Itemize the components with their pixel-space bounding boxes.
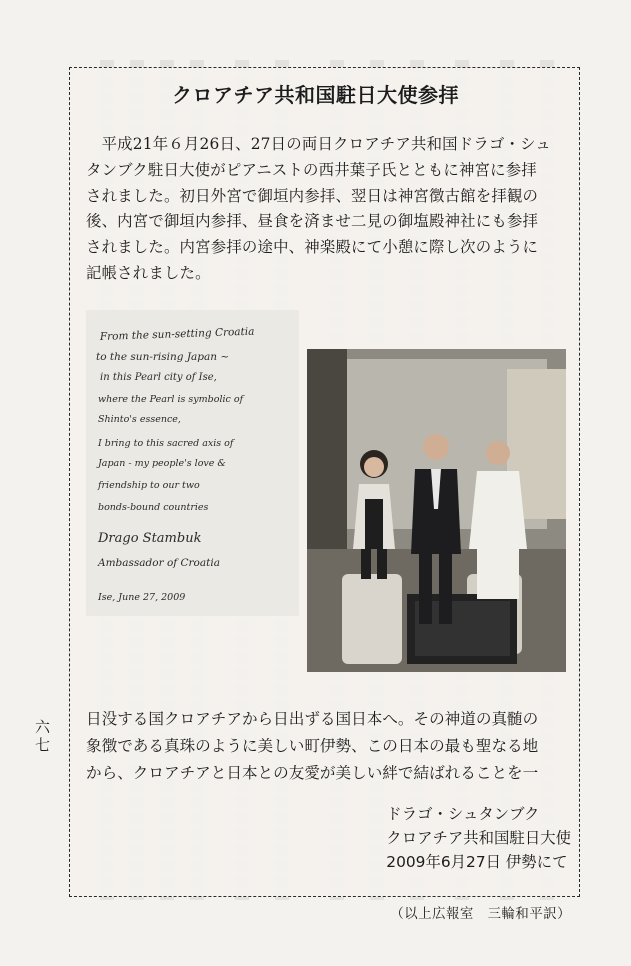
svg-text:Japan - my people's love &: Japan - my people's love & [98, 458, 226, 469]
body-line: されました。内宮参拝の途中、神楽殿にて小憩に際し次のように [86, 238, 539, 257]
body-line: 平成21年６月26日、27日の両日クロアチア共和国ドラゴ・シュ [86, 135, 552, 153]
handwriting-image [86, 310, 299, 616]
photo-illustration [307, 349, 566, 672]
translation-line: から、クロアチアと日本との友愛が美しい絆で結ばれることを一 [86, 764, 539, 782]
signature-block [386, 802, 571, 874]
handwritten-guestbook-note [86, 310, 299, 616]
svg-text:to the sun-rising Japan ~: to the sun-rising Japan ~ [96, 351, 230, 363]
svg-text:friendship to our two: friendship to our two [98, 480, 200, 491]
page-number-char: 六 [35, 718, 51, 736]
body-line: 後、内宮で御垣内参拝、昼食を済ませ二見の御塩殿神社にも参拝 [86, 212, 539, 231]
svg-text:Ambassador of Croatia: Ambassador of Croatia [98, 557, 220, 569]
translation-line: 日没する国クロアチアから日出ずる国日本へ。その神道の真髄の [86, 710, 539, 728]
svg-text:From the sun-setting Croatia: From the sun-setting Croatia [99, 325, 255, 343]
svg-text:Ise, June 27, 2009: Ise, June 27, 2009 [98, 592, 186, 603]
page-number [35, 718, 49, 754]
svg-text:Drago Stambuk: Drago Stambuk [98, 531, 202, 546]
note-translation [86, 706, 571, 787]
translation-line: 象徴である真珠のように美しい町伊勢、この日本の最も聖なる地 [86, 737, 539, 755]
signature-date-place: 2009年6月27日 伊勢にて [386, 853, 568, 871]
svg-text:bonds-bound countries: bonds-bound countries [98, 502, 209, 513]
svg-text:Shinto's essence,: Shinto's essence, [98, 414, 181, 425]
visit-photo [307, 349, 566, 672]
svg-text:I bring to this sacred axis of: I bring to this sacred axis of [98, 438, 234, 449]
body-line: 記帳されました。 [86, 263, 211, 282]
translation-credit: （以上広報室 三輪和平訳） [390, 907, 571, 922]
article-body [86, 132, 571, 287]
article-title: クロアチア共和国駐日大使参拝 [172, 83, 459, 107]
body-line: タンブク駐日大使がピアニストの西井葉子氏とともに神宮に参拝 [86, 160, 537, 179]
svg-text:where the Pearl is symbolic of: where the Pearl is symbolic of [98, 394, 244, 405]
signature-name: ドラゴ・シュタンブク [386, 805, 540, 823]
page-number-char: 七 [35, 736, 51, 754]
signature-position: クロアチア共和国駐日大使 [386, 829, 571, 847]
body-line: されました。初日外宮で御垣内参拝、翌日は神宮徴古館を拝観の [86, 186, 539, 205]
svg-text:in this Pearl city of Ise,: in this Pearl city of Ise, [100, 372, 217, 383]
